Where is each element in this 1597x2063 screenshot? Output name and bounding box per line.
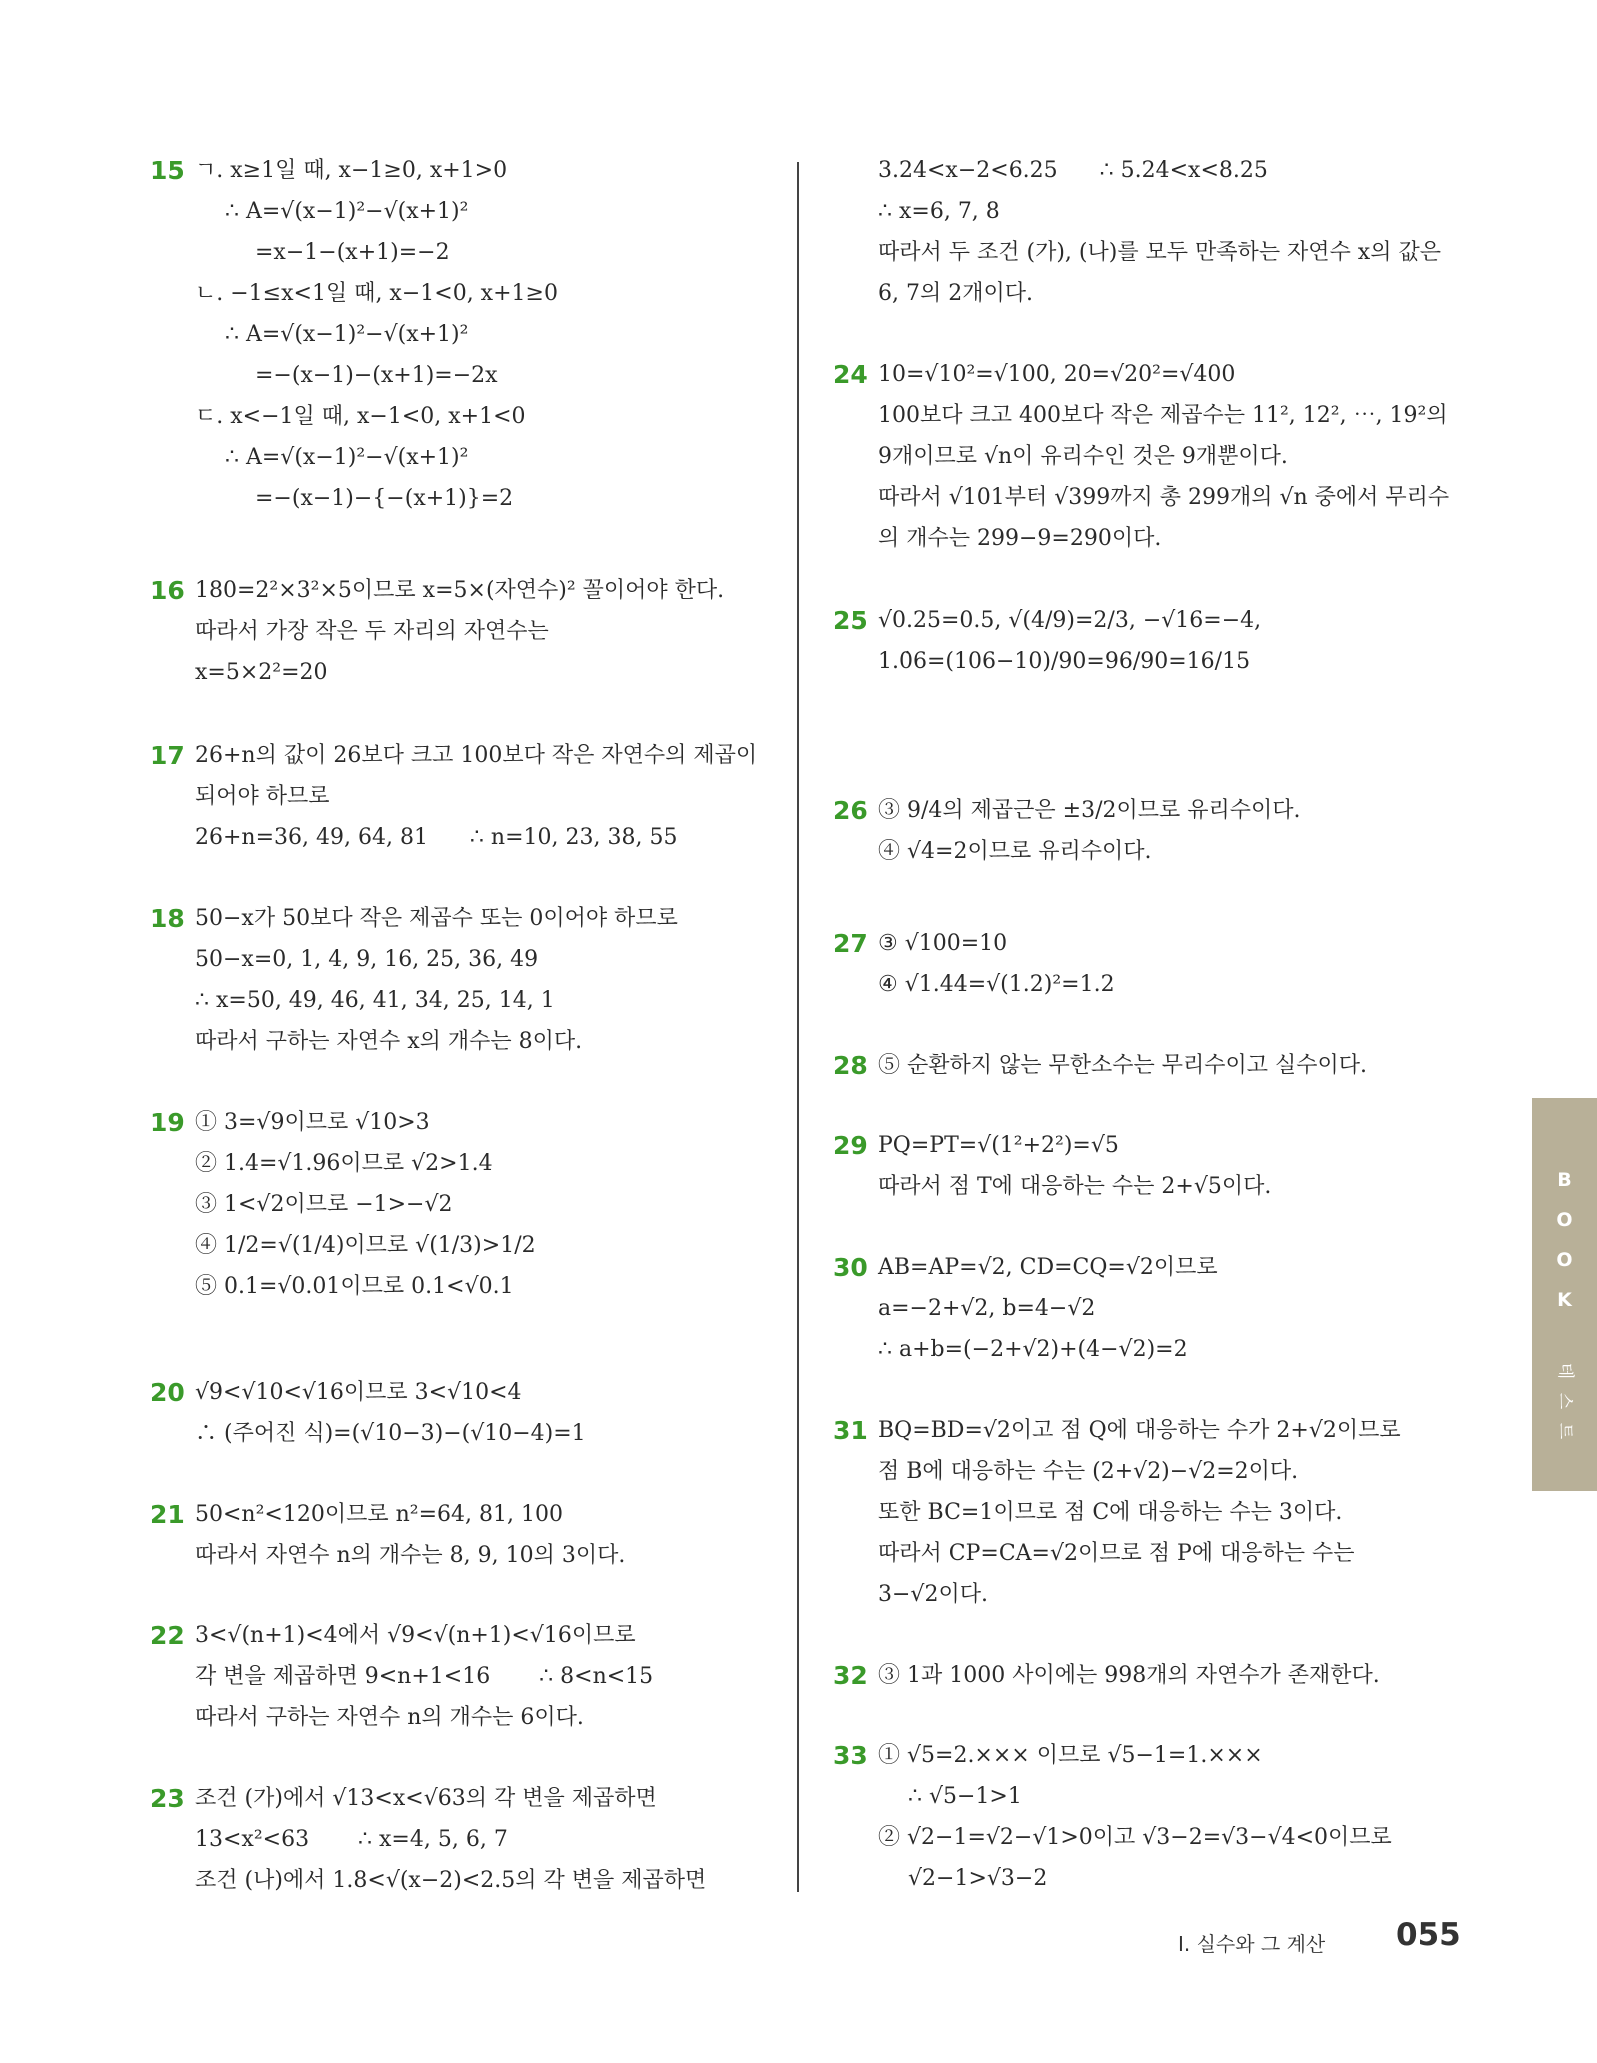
footer-section: Ⅰ. 실수와 그 계산: [1178, 1932, 1326, 1956]
solution-line: 9개이므로 √n이 유리수인 것은 9개뿐이다.: [878, 444, 1288, 469]
side-tab-label: [1550, 1356, 1580, 1446]
problem-number: 18: [150, 904, 185, 933]
problem-number: 22: [150, 1621, 185, 1650]
solution-line: 3<√(n+1)<4에서 √9<√(n+1)<√16이므로: [195, 1623, 636, 1648]
solution-line: ③ 9/4의 제곱근은 ±3/2이므로 유리수이다.: [878, 798, 1301, 823]
solution-line: 되어야 하므로: [195, 784, 330, 809]
problem-number: 20: [150, 1378, 185, 1407]
solution-line: 따라서 CP=CA=√2이므로 점 P에 대응하는 수는: [878, 1541, 1355, 1566]
problem-number: 31: [833, 1416, 868, 1445]
solution-line: ∴ x=6, 7, 8: [878, 199, 1000, 224]
solution-line: ⑤ 0.1=√0.01이므로 0.1<√0.1: [195, 1274, 514, 1299]
solution-line: 100보다 크고 400보다 작은 제곱수는 11², 12², ⋯, 19²의: [878, 403, 1448, 428]
solution-line: ① 3=√9이므로 √10>3: [195, 1110, 430, 1135]
problem-number: 27: [833, 929, 868, 958]
solution-line: 1.0̇6=(106−10)/90=96/90=16/15: [878, 649, 1251, 674]
problem-number: 15: [150, 156, 185, 185]
column-divider: [797, 162, 799, 1892]
problem-number: 29: [833, 1131, 868, 1160]
side-tab-letter: K: [1557, 1289, 1572, 1311]
problem-number: 23: [150, 1784, 185, 1813]
problem-number: 33: [833, 1741, 868, 1770]
solution-line: 조건 (가)에서 √13<x<√63의 각 변을 제곱하면: [195, 1786, 657, 1811]
problem-number: 21: [150, 1500, 185, 1529]
solution-line: 따라서 구하는 자연수 x의 개수는 8이다.: [195, 1029, 583, 1054]
solution-line: BQ=BD=√2이고 점 Q에 대응하는 수가 2+√2이므로: [878, 1418, 1401, 1443]
side-tab-letter: 테: [1554, 1362, 1575, 1380]
solution-line: √2−1>√3−2: [908, 1866, 1048, 1891]
side-tab-letter: B: [1557, 1169, 1572, 1191]
solution-line: =−(x−1)−{−(x+1)}=2: [255, 486, 514, 511]
solution-line: ∴ A=√(x−1)²−√(x+1)²: [225, 199, 469, 224]
solution-line: ③ 1<√2이므로 −1>−√2: [195, 1192, 453, 1217]
solution-line: 13<x²<63 ∴ x=4, 5, 6, 7: [195, 1827, 508, 1852]
solution-line: 26+n=36, 49, 64, 81 ∴ n=10, 23, 38, 55: [195, 825, 678, 850]
solution-line: 180=2²×3²×5이므로 x=5×(자연수)² 꼴이어야 한다.: [195, 578, 725, 603]
solution-line: 따라서 구하는 자연수 n의 개수는 6이다.: [195, 1705, 584, 1730]
solution-line: ④ √4=2이므로 유리수이다.: [878, 839, 1152, 864]
problem-number: 28: [833, 1051, 868, 1080]
side-tab-letter: O: [1556, 1249, 1573, 1271]
problem-number: 30: [833, 1253, 868, 1282]
side-tab-letter: O: [1556, 1209, 1573, 1231]
problem-number: 24: [833, 360, 868, 389]
page-number: 055: [1396, 1917, 1461, 1953]
solution-line: AB=AP=√2, CD=CQ=√2이므로: [878, 1255, 1218, 1280]
solution-line: ② 1.4=√1.96이므로 √2>1.4: [195, 1151, 493, 1176]
solution-line: 점 B에 대응하는 수는 (2+√2)−√2=2이다.: [878, 1459, 1299, 1484]
solution-line: ∴ A=√(x−1)²−√(x+1)²: [225, 322, 469, 347]
problem-number: 17: [150, 741, 185, 770]
solution-line: x=5×2²=20: [195, 660, 328, 685]
problem-number: 26: [833, 796, 868, 825]
solution-line: ∴ √5−1>1: [908, 1784, 1022, 1809]
solution-line: 10=√10²=√100, 20=√20²=√400: [878, 362, 1236, 387]
solution-line: ⑤ 순환하지 않는 무한소수는 무리수이고 실수이다.: [878, 1053, 1368, 1078]
problem-number: 16: [150, 576, 185, 605]
solution-line: PQ=PT=√(1²+2²)=√5: [878, 1133, 1119, 1158]
side-tab: [1532, 1098, 1597, 1491]
side-tab-letter: 스: [1554, 1392, 1575, 1410]
solution-line: ∴ (주어진 식)=(√10−3)−(√10−4)=1: [195, 1421, 586, 1446]
solution-line: 따라서 √101부터 √399까지 총 299개의 √n 중에서 무리수: [878, 485, 1450, 510]
solution-line: ㄱ. x≥1일 때, x−1≥0, x+1>0: [195, 158, 508, 183]
solution-line: 50−x가 50보다 작은 제곱수 또는 0이어야 하므로: [195, 906, 678, 931]
solution-line: ∴ A=√(x−1)²−√(x+1)²: [225, 445, 469, 470]
solution-line: =−(x−1)−(x+1)=−2x: [255, 363, 498, 388]
solution-line: 따라서 가장 작은 두 자리의 자연수는: [195, 619, 549, 644]
problem-number: 32: [833, 1661, 868, 1690]
problem-number: 25: [833, 606, 868, 635]
side-tab-letter: 트: [1554, 1422, 1575, 1440]
solution-line: 따라서 두 조건 (가), (나)를 모두 만족하는 자연수 x의 값은: [878, 240, 1441, 265]
solution-line: 6, 7의 2개이다.: [878, 281, 1033, 306]
solution-line: ① √5=2.××× 이므로 √5−1=1.×××: [878, 1743, 1263, 1768]
solution-line: ㄷ. x<−1일 때, x−1<0, x+1<0: [195, 404, 526, 429]
solution-line: ∴ x=50, 49, 46, 41, 34, 25, 14, 1: [195, 988, 555, 1013]
solution-line: 50−x=0, 1, 4, 9, 16, 25, 36, 49: [195, 947, 539, 972]
solution-line: 26+n의 값이 26보다 크고 100보다 작은 자연수의 제곱이: [195, 743, 758, 768]
solution-line: 조건 (나)에서 1.8<√(x−2)<2.5의 각 변을 제곱하면: [195, 1868, 707, 1893]
solution-line: =x−1−(x+1)=−2: [255, 240, 450, 265]
solution-line: 또한 BC=1이므로 점 C에 대응하는 수는 3이다.: [878, 1500, 1343, 1525]
solution-line: √0.25=0.5, √(4/9)=2/3, −√16=−4,: [878, 608, 1262, 633]
solution-line: a=−2+√2, b=4−√2: [878, 1296, 1096, 1321]
solution-line: ② √2−1=√2−√1>0이고 √3−2=√3−√4<0이므로: [878, 1825, 1392, 1850]
side-tab-book: [1550, 1160, 1580, 1320]
solution-line: 의 개수는 299−9=290이다.: [878, 526, 1162, 551]
solution-line: 각 변을 제곱하면 9<n+1<16 ∴ 8<n<15: [195, 1664, 654, 1689]
solution-line: ㄴ. −1≤x<1일 때, x−1<0, x+1≥0: [195, 281, 558, 306]
solution-line: 따라서 자연수 n의 개수는 8, 9, 10의 3이다.: [195, 1543, 626, 1568]
solution-line: √9<√10<√16이므로 3<√10<4: [195, 1380, 522, 1405]
solution-line: 따라서 점 T에 대응하는 수는 2+√5이다.: [878, 1174, 1272, 1199]
solution-line: 3.24<x−2<6.25 ∴ 5.24<x<8.25: [878, 158, 1268, 183]
problem-number: 19: [150, 1108, 185, 1137]
solution-line: ③ √100=10: [878, 931, 1008, 956]
solution-line: ③ 1과 1000 사이에는 998개의 자연수가 존재한다.: [878, 1663, 1380, 1688]
solution-line: ④ 1/2=√(1/4)이므로 √(1/3)>1/2: [195, 1233, 536, 1258]
solution-line: 3−√2이다.: [878, 1582, 988, 1607]
solution-line: ④ √1.44=√(1.2)²=1.2: [878, 972, 1115, 997]
solution-line: ∴ a+b=(−2+√2)+(4−√2)=2: [878, 1337, 1188, 1362]
solution-line: 50<n²<120이므로 n²=64, 81, 100: [195, 1502, 563, 1527]
